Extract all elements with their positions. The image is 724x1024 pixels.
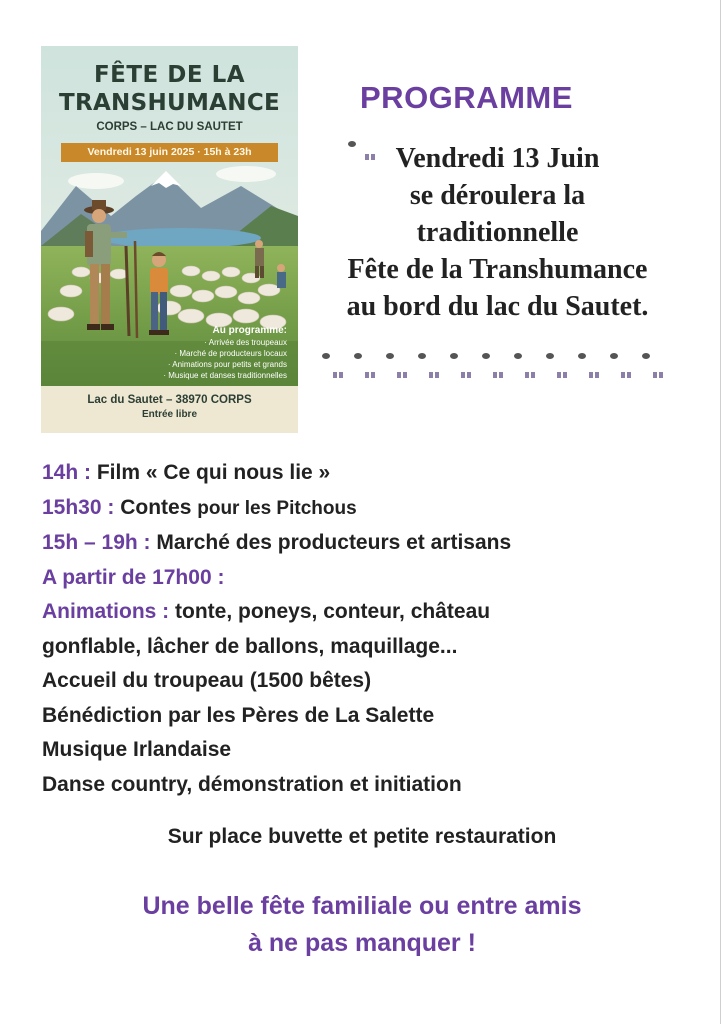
page-title: PROGRAMME — [360, 80, 573, 115]
program-time: 14h : — [42, 461, 97, 484]
program-text: Marché des producteurs et artisans — [156, 531, 512, 554]
program-line: A partir de 17h00 : — [42, 565, 225, 589]
poster-footer — [41, 386, 298, 433]
program-line: gonflable, lâcher de ballons, maquillage... — [42, 634, 458, 658]
poster-subtitle: CORPS – LAC DU SAUTET — [96, 121, 243, 133]
page-edge — [720, 0, 721, 1024]
program-list — [42, 456, 702, 802]
sheep-icon — [322, 353, 343, 378]
poster-footer-entry: Entrée libre — [141, 409, 198, 420]
poster-title-line2: TRANSHUMANCE — [58, 90, 281, 116]
intro-text — [300, 140, 695, 325]
poster-date-banner: Vendredi 13 juin 2025 · 15h à 23h — [61, 143, 278, 162]
program-line: Accueil du troupeau (1500 bêtes) — [42, 669, 372, 692]
poster-program-item: · Marché de producteurs locaux — [174, 349, 287, 358]
program-line — [42, 491, 702, 527]
program-text: Contes — [120, 495, 198, 519]
closing-line: à ne pas manquer ! — [248, 929, 476, 957]
program-text: Film « Ce qui nous lie » — [96, 461, 331, 484]
program-line — [42, 456, 702, 491]
event-poster — [41, 46, 298, 433]
intro-line: Fête de la Transhumance — [347, 254, 648, 285]
poster-footer-location: Lac du Sautet – 38970 CORPS — [87, 394, 252, 406]
intro-line: se déroulera la — [409, 180, 586, 211]
program-label: Animations : — [42, 600, 176, 623]
program-text: pour les Pitchous — [197, 497, 357, 519]
intro-line: traditionnelle — [416, 217, 579, 248]
program-time: 15h30 : — [42, 495, 121, 519]
poster-program-item: · Animations pour petits et grands — [167, 360, 287, 369]
program-time: 15h – 19h : — [42, 531, 157, 554]
poster-title-line1: FÊTE DE LA — [93, 62, 246, 88]
program-line — [42, 595, 702, 630]
poster-program-heading: Au programme: — [212, 325, 287, 336]
closing-message — [0, 888, 724, 962]
program-line: Musique Irlandaise — [42, 738, 232, 761]
poster-program-list — [81, 324, 287, 381]
intro-line: Vendredi 13 Juin — [395, 143, 600, 174]
buvette-note: Sur place buvette et petite restauration — [167, 825, 557, 848]
program-text: tonte, poneys, conteur, château — [175, 600, 491, 623]
intro-line: au bord du lac du Sautet. — [346, 291, 649, 322]
program-line: Danse country, démonstration et initiation — [42, 772, 462, 796]
program-line — [42, 526, 702, 561]
closing-line: Une belle fête familiale ou entre amis — [142, 892, 582, 920]
program-line: Bénédiction par les Pères de La Salette — [42, 703, 435, 727]
poster-program-item: · Arrivée des troupeaux — [204, 338, 287, 347]
poster-program-item: · Musique et danses traditionnelles — [163, 371, 287, 380]
sheep-row-decoration — [318, 350, 678, 384]
